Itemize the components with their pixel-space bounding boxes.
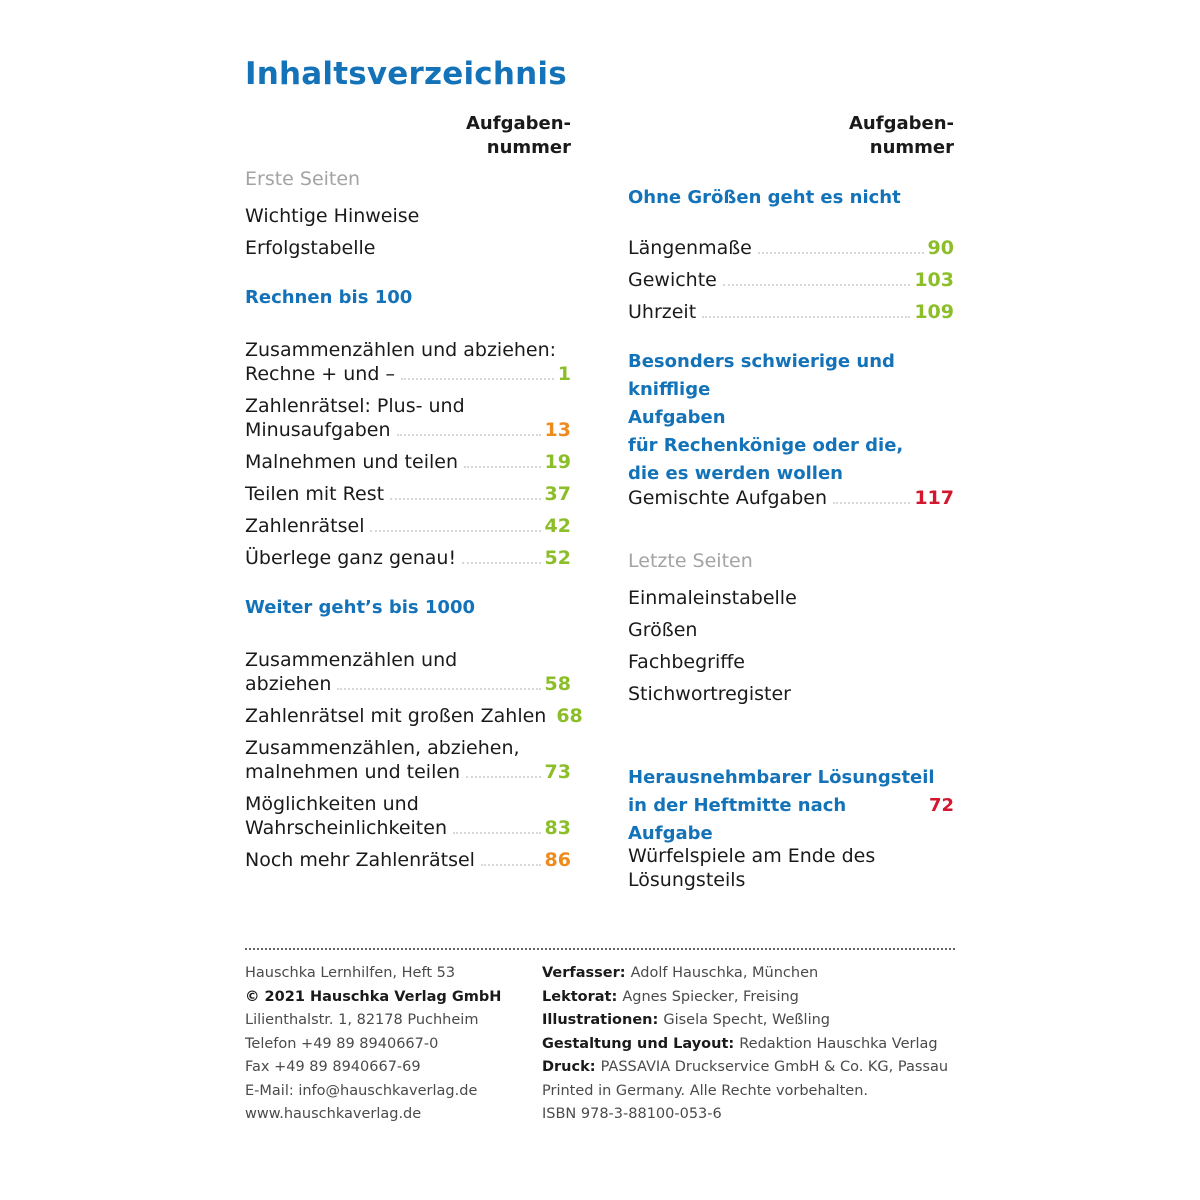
task-number: 68: [556, 705, 583, 727]
toc-entry[interactable]: [245, 736, 571, 784]
toc-entry[interactable]: Einmaleinstabelle: [628, 587, 797, 609]
toc-entry[interactable]: [245, 482, 571, 506]
toc-entry[interactable]: Fachbegriffe: [628, 651, 745, 673]
imprint-line: Gestaltung und Layout: Redaktion Hauschka Verlag: [542, 1035, 938, 1052]
toc-entry-label: Noch mehr Zahlenrätsel: [245, 849, 475, 871]
toc-column-left: [245, 112, 583, 892]
toc-entry[interactable]: [245, 394, 571, 442]
column-header: Aufgaben- nummer: [466, 113, 571, 158]
toc-entry[interactable]: Erfolgstabelle: [245, 237, 376, 259]
toc-entry[interactable]: [628, 268, 954, 292]
imprint-right: [542, 962, 948, 1127]
toc-entry-label: Zahlenrätsel: [245, 515, 365, 537]
task-number: 109: [914, 301, 954, 323]
task-number: 42: [544, 515, 571, 537]
task-number: 13: [544, 419, 571, 441]
imprint-line: Hauschka Lernhilfen, Heft 53: [245, 965, 456, 981]
toc-column-right: [628, 112, 954, 892]
page-title: Inhaltsverzeichnis: [245, 56, 567, 92]
task-number: 73: [544, 761, 571, 783]
toc-entry-label: Teilen mit Rest: [245, 483, 385, 505]
section-heading-rechnen-bis-100: Rechnen bis 100: [245, 287, 413, 308]
imprint-line: Printed in Germany. Alle Rechte vorbehalten.: [542, 1082, 868, 1099]
toc-entry-label: abziehen: [245, 673, 332, 695]
task-number: 1: [557, 363, 571, 385]
dot-leader: [464, 466, 541, 468]
section-heading-knifflige-aufgaben: Besonders schwierige und knifflige Aufgaben für Rechenkönige oder die, die es werden wollen: [628, 351, 904, 484]
toc-entry[interactable]: [628, 486, 954, 510]
toc-entry[interactable]: [245, 704, 583, 728]
task-number: 37: [544, 483, 571, 505]
task-number: 19: [544, 451, 571, 473]
imprint-line: Lektorat: Agnes Spiecker, Freising: [542, 988, 799, 1005]
dot-leader: [397, 434, 541, 436]
dot-leader: [481, 864, 541, 866]
solutions-heading[interactable]: Herausnehmbarer Lösungsteil in der Heftmitte nach Aufgabe 72: [628, 764, 954, 848]
toc-entry-label: Zusammenzählen und: [245, 649, 458, 671]
dot-leader: [390, 498, 540, 500]
imprint-line: Illustrationen: Gisela Specht, Weßling: [542, 1012, 831, 1028]
toc-entry-label: Zusammenzählen, abziehen,: [245, 737, 520, 759]
toc-entry[interactable]: Stichwortregister: [628, 683, 791, 705]
toc-entry-label: Malnehmen und teilen: [245, 451, 458, 473]
toc-entry[interactable]: [628, 300, 954, 324]
toc-entry-label: Zahlenrätsel mit großen Zahlen: [245, 705, 547, 727]
task-number: 52: [544, 547, 571, 569]
toc-entry-label: Längenmaße: [628, 237, 752, 259]
dot-leader: [337, 688, 540, 690]
imprint-left: [245, 962, 501, 1127]
separator-line: [245, 948, 955, 950]
toc-entry-label: Minusaufgaben: [245, 419, 391, 441]
dot-leader: [466, 776, 540, 778]
toc-entry-label: Rechne + und –: [245, 363, 395, 385]
dot-leader: [758, 252, 924, 254]
imprint-line: E-Mail: info@hauschkaverlag.de: [245, 1082, 478, 1099]
toc-entry[interactable]: [245, 546, 571, 570]
dot-leader: [370, 530, 540, 532]
toc-entry-label: malnehmen und teilen: [245, 761, 461, 783]
toc-entry[interactable]: Wichtige Hinweise: [245, 205, 420, 227]
imprint-line: Telefon +49 89 8940667-0: [245, 1035, 439, 1052]
task-number: 58: [544, 673, 571, 695]
imprint-line: Druck: PASSAVIA Druckservice GmbH & Co. KG, Passau: [542, 1059, 949, 1075]
task-number: 103: [914, 269, 954, 291]
column-header: Aufgaben- nummer: [849, 113, 954, 158]
first-pages-heading: Erste Seiten: [245, 168, 361, 190]
imprint-line: www.hauschkaverlag.de: [245, 1106, 422, 1122]
toc-entry-label: Wahrscheinlichkeiten: [245, 817, 447, 839]
toc-entry[interactable]: [245, 792, 571, 840]
imprint-line: Fax +49 89 8940667-69: [245, 1059, 421, 1075]
toc-entry[interactable]: [245, 648, 571, 696]
dot-leader: [723, 284, 910, 286]
task-number: 83: [544, 817, 571, 839]
imprint-line: ISBN 978-3-88100-053-6: [542, 1106, 722, 1122]
toc-entry-label: Gemischte Aufgaben: [628, 487, 827, 509]
last-pages-heading: Letzte Seiten: [628, 550, 753, 572]
toc-entry-label: Zahlenrätsel: Plus- und: [245, 395, 465, 417]
toc-entry-label: Überlege ganz genau!: [245, 547, 457, 569]
toc-entry[interactable]: [245, 514, 571, 538]
section-heading-groessen: Ohne Größen geht es nicht: [628, 187, 901, 208]
dot-leader: [702, 316, 910, 318]
imprint-line: © 2021 Hauschka Verlag GmbH: [245, 988, 502, 1005]
section-heading-weiter-bis-1000: Weiter geht’s bis 1000: [245, 597, 476, 618]
dot-leader: [833, 502, 910, 504]
toc-entry-label: Möglichkeiten und: [245, 793, 419, 815]
imprint-line: Lilienthalstr. 1, 82178 Puchheim: [245, 1012, 479, 1028]
toc-entry-label: Uhrzeit: [628, 301, 697, 323]
dot-leader: [401, 378, 554, 380]
toc-entry[interactable]: [245, 450, 571, 474]
imprint-line: Verfasser: Adolf Hauschka, München: [542, 965, 819, 981]
toc-entry[interactable]: [628, 236, 954, 260]
solutions-page-number: 72: [928, 795, 954, 816]
task-number: 90: [927, 237, 954, 259]
toc-entry[interactable]: [245, 848, 571, 872]
toc-entry[interactable]: Größen: [628, 619, 698, 641]
dot-leader: [453, 832, 541, 834]
task-number: 117: [914, 487, 954, 509]
dot-leader: [462, 562, 540, 564]
toc-entry-label: Zusammenzählen und abziehen:: [245, 339, 557, 361]
toc-entry[interactable]: [245, 338, 571, 386]
task-number: 86: [544, 849, 571, 871]
dice-games-entry[interactable]: Würfelspiele am Ende des Lösungsteils: [628, 845, 876, 891]
toc-entry-label: Gewichte: [628, 269, 717, 291]
